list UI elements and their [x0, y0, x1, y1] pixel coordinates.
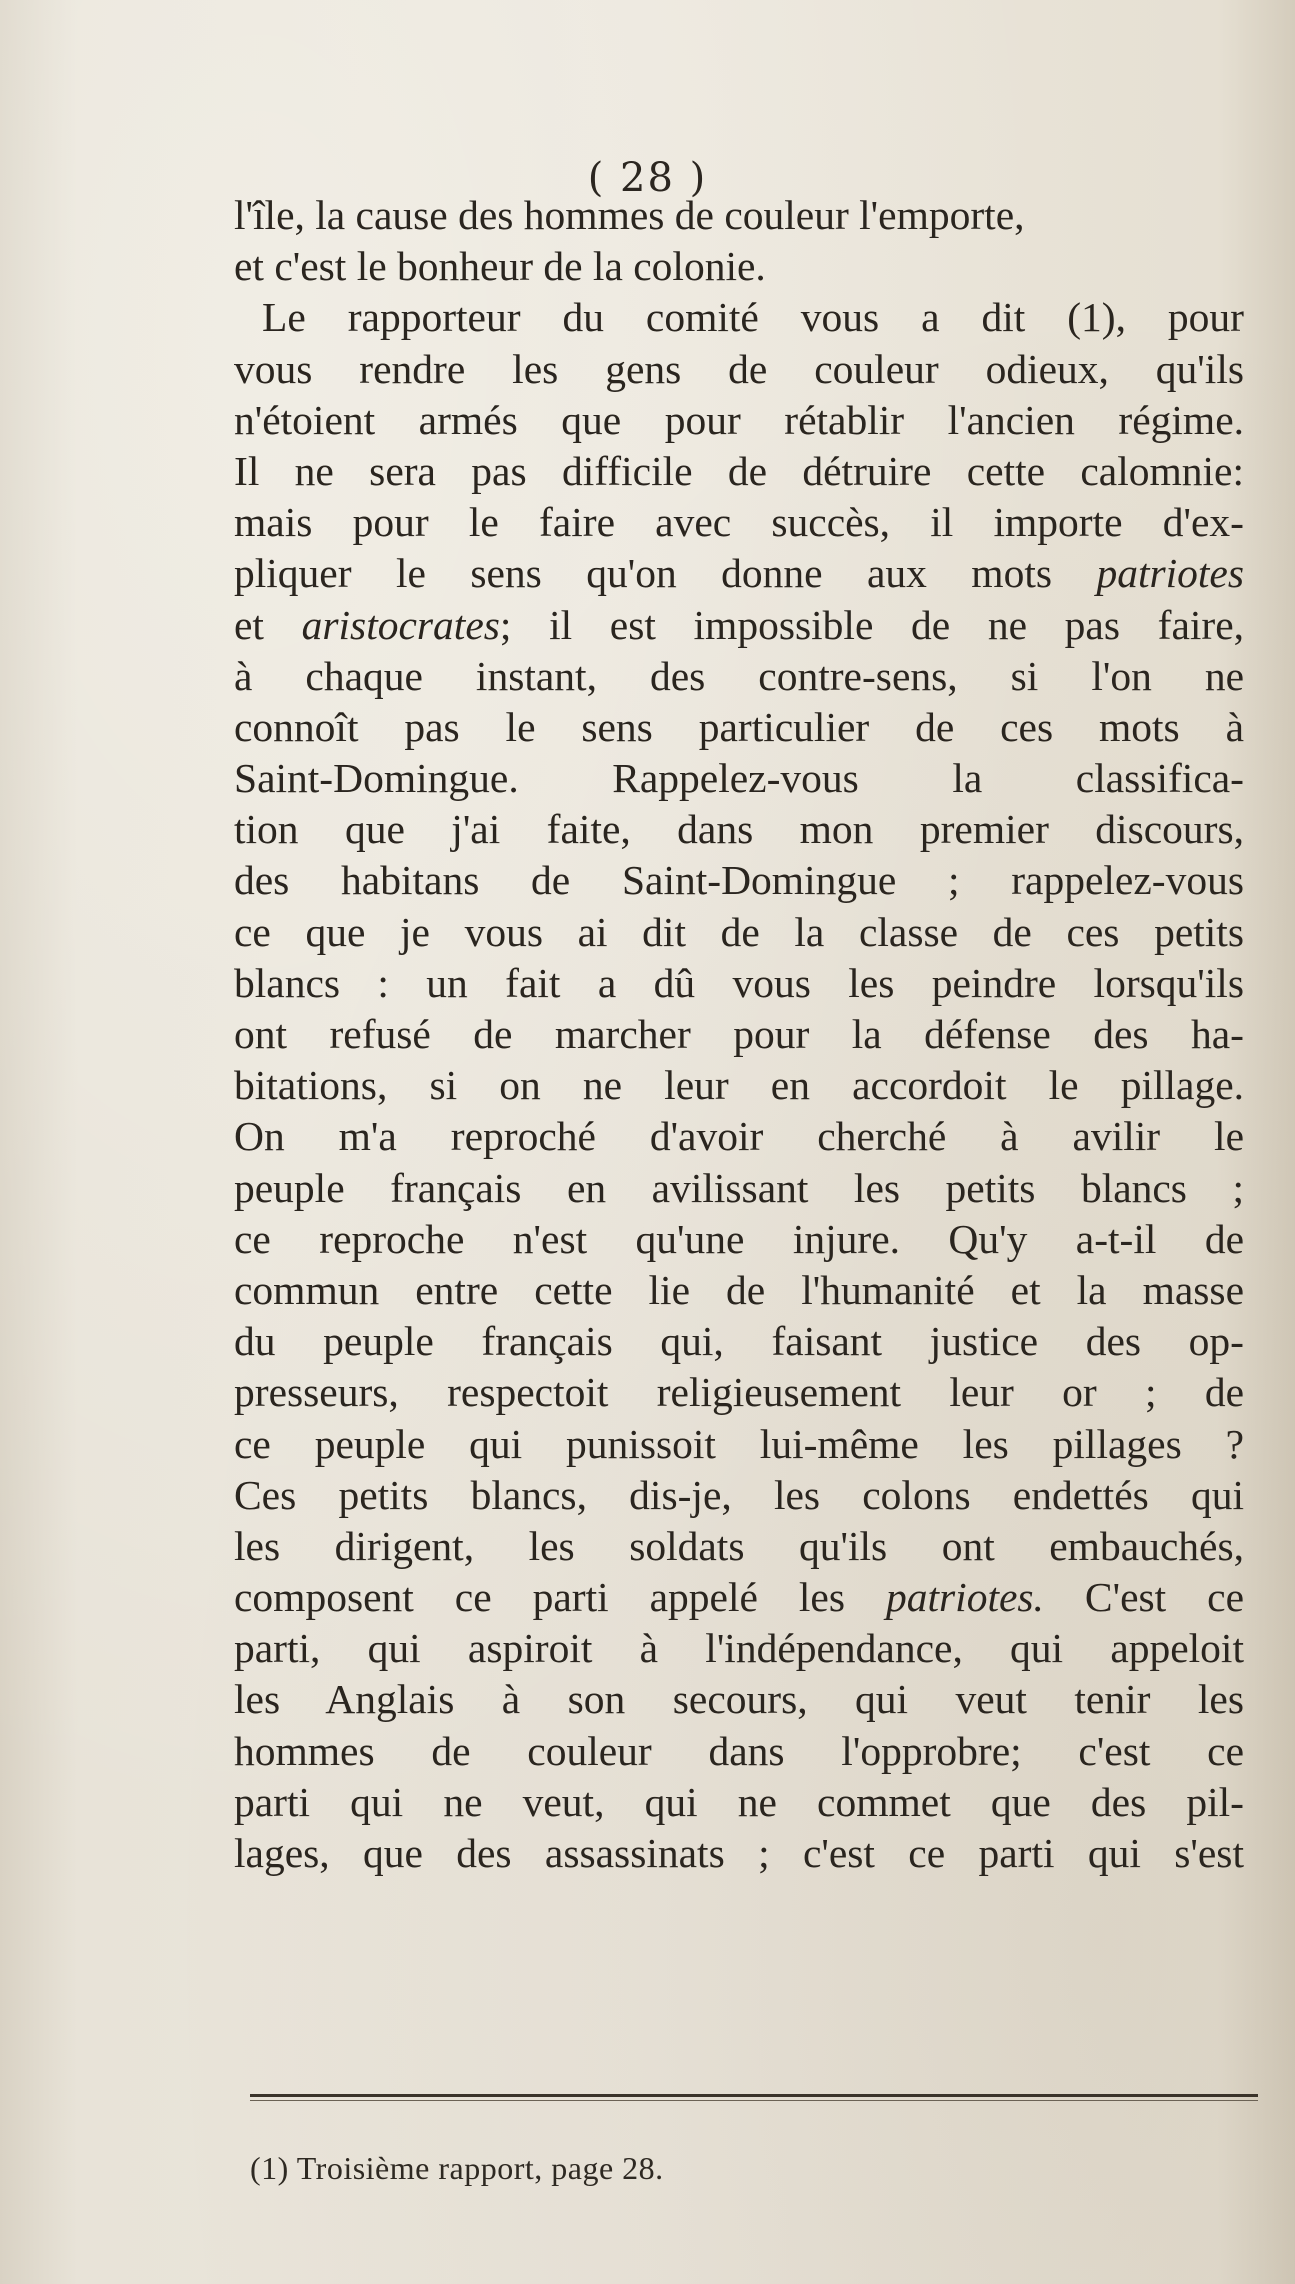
text-line: parti, qui aspiroit à l'indépendance, qui appeloit — [234, 1625, 1244, 1672]
text-line: peuple français en avilissant les petits blancs ; — [234, 1164, 1244, 1211]
text-line: Ces petits blancs, dis-je, les colons endettés qui — [234, 1471, 1244, 1518]
italic-word: aristocrates — [301, 601, 500, 648]
text-line: ce peuple qui punissoit lui-même les pillages ? — [234, 1420, 1244, 1467]
text-line: et c'est le bonheur de la colonie. — [234, 243, 766, 290]
text-line: les Anglais à son secours, qui veut tenir les — [234, 1676, 1244, 1723]
text-line: tion que j'ai faite, dans mon premier discours, — [234, 806, 1244, 853]
text-line: du peuple français qui, faisant justice des op- — [234, 1318, 1244, 1365]
text-line: presseurs, respectoit religieusement leur or ; de — [234, 1369, 1244, 1416]
text-line: Saint-Domingue. Rappelez-vous la classifica- — [234, 755, 1244, 802]
body-text — [234, 190, 1244, 1879]
text-segment: C'est ce — [1043, 1574, 1244, 1621]
text-line: blancs : un fait a dû vous les peindre lorsqu'ils — [234, 959, 1244, 1006]
text-line — [234, 548, 1244, 599]
text-line: ce reproche n'est qu'une injure. Qu'y a-t-il de — [234, 1215, 1244, 1262]
text-line: mais pour le faire avec succès, il importe d'ex- — [234, 499, 1244, 546]
text-line: Le rapporteur du comité vous a dit (1), pour — [262, 294, 1244, 341]
footnote-rule-thin — [250, 2100, 1258, 2101]
text-line: connoît pas le sens particulier de ces mots à — [234, 703, 1244, 750]
text-line: commun entre cette lie de l'humanité et la masse — [234, 1266, 1244, 1313]
text-segment: composent ce parti appelé les — [234, 1574, 886, 1621]
text-line: parti qui ne veut, qui ne commet que des pil- — [234, 1778, 1244, 1825]
text-line: vous rendre les gens de couleur odieux, qu'ils — [234, 345, 1244, 392]
text-line: bitations, si on ne leur en accordoit le pillage. — [234, 1062, 1244, 1109]
text-line: Il ne sera pas difficile de détruire cette calomnie: — [234, 447, 1244, 494]
text-line: On m'a reproché d'avoir cherché à avilir le — [234, 1113, 1244, 1160]
text-segment: pliquer le sens qu'on donne aux mots — [234, 550, 1097, 597]
text-line: n'étoient armés que pour rétablir l'ancien régime. — [234, 396, 1244, 443]
text-line: hommes de couleur dans l'opprobre; c'est ce — [234, 1727, 1244, 1774]
text-line: à chaque instant, des contre-sens, si l'on ne — [234, 652, 1244, 699]
footnote: (1) Troisième rapport, page 28. — [250, 2150, 664, 2186]
page-number: ( 28 ) — [587, 155, 708, 201]
text-line: ce que je vous ai dit de la classe de ces petits — [234, 908, 1244, 955]
text-line: l'île, la cause des hommes de couleur l'emporte, — [234, 192, 1025, 238]
text-line — [234, 1572, 1244, 1623]
text-line: des habitans de Saint-Domingue ; rappelez-vous — [234, 857, 1244, 904]
footnote-rule — [250, 2094, 1258, 2097]
italic-word: patriotes. — [886, 1574, 1044, 1621]
text-line: lages, que des assassinats ; c'est ce parti qui s'est — [234, 1830, 1244, 1876]
text-segment: et — [234, 601, 302, 648]
text-line: ont refusé de marcher pour la défense des ha- — [234, 1011, 1244, 1057]
text-line — [234, 600, 1244, 651]
italic-word: patriotes — [1096, 550, 1244, 597]
text-segment: ; il est impossible de ne pas faire, — [499, 601, 1245, 648]
text-line: les dirigent, les soldats qu'ils ont embauchés, — [234, 1522, 1244, 1569]
